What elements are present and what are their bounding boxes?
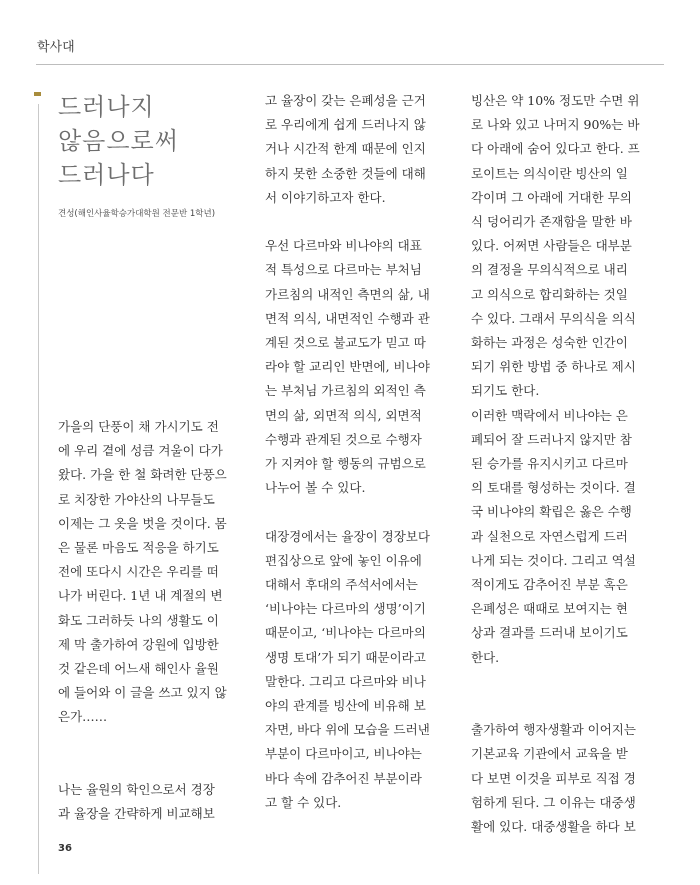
text-line: 로 우리에게 쉽게 드러나지 않 xyxy=(265,117,426,133)
paragraph xyxy=(265,89,437,210)
text-line: 에 들어와 이 글을 쓰고 있지 않 xyxy=(58,685,227,701)
text-line: 의 결정을 무의식적으로 내리 xyxy=(471,262,628,278)
left-rule xyxy=(38,104,39,874)
text-line: 폐되어 잘 드러나지 않지만 참 xyxy=(471,431,632,447)
text-line: 수행과 관계된 것으로 수행자 xyxy=(265,431,422,447)
text-line: 로 나와 있고 나머지 90%는 바 xyxy=(471,117,640,133)
text-line: 고 할 수 있다. xyxy=(265,794,342,810)
text-line: 왔다. 가을 한 철 화려한 단풍으 xyxy=(58,467,227,483)
text-line: 적이게도 감추어진 부분 혹은 xyxy=(471,577,628,593)
text-line: 전에 또다시 시간은 우리를 떠 xyxy=(58,564,219,580)
column-2 xyxy=(265,89,437,815)
paragraph xyxy=(58,415,230,730)
text-line: 한다. xyxy=(471,649,500,665)
text-line: 생명 토대’가 되기 때문이라고 xyxy=(265,649,426,665)
title-line: 드러나다 xyxy=(58,161,155,189)
title-line: 않음으로써 xyxy=(58,127,179,155)
text-line: 나누어 볼 수 있다. xyxy=(265,480,366,496)
author-byline: 견성(해인사율학승가대학원 전문반 1학년) xyxy=(58,209,216,219)
text-line: 상과 결과를 드러내 보이기도 xyxy=(471,625,628,641)
text-line: 로 치장한 가야산의 나무들도 xyxy=(58,491,215,507)
text-line: 로이트는 의식이란 빙산의 일 xyxy=(471,165,628,181)
text-line: 과 율장을 간략하게 비교해보 xyxy=(58,806,215,822)
text-line: 식 덩어리가 존재함을 말한 바 xyxy=(471,214,632,230)
text-line: 다 아래에 숨어 있다고 한다. 프 xyxy=(471,141,640,157)
text-line: 대해서 후대의 주석서에서는 xyxy=(265,577,418,593)
text-line: 나는 율원의 학인으로서 경장 xyxy=(58,782,215,798)
top-divider xyxy=(36,64,664,65)
text-line: 하지 못한 소중한 것들에 대해 xyxy=(265,165,426,181)
text-line: 출가하여 행자생활과 이어지는 xyxy=(471,722,636,738)
text-line: 부분이 다르마이고, 비나야는 xyxy=(265,746,422,762)
paragraph xyxy=(471,404,643,670)
text-line: 은가…… xyxy=(58,709,108,725)
text-line: 야의 관계를 빙산에 비유해 보 xyxy=(265,698,426,714)
paragraph xyxy=(471,718,643,839)
text-line: 험하게 된다. 그 이유는 대중생 xyxy=(471,794,636,810)
text-line: 되기 위한 방법 중 하나로 제시 xyxy=(471,359,636,375)
text-line: 는 부처님 가르침의 외적인 측 xyxy=(265,383,426,399)
text-line: 에 우리 곁에 성큼 겨울이 다가 xyxy=(58,443,223,459)
text-line: 기본교육 기관에서 교육을 받 xyxy=(471,746,628,762)
text-line: 면적 의식, 내면적인 수행과 관 xyxy=(265,310,430,326)
text-line: 것 같은데 어느새 해인사 율원 xyxy=(58,661,219,677)
paragraph xyxy=(265,234,437,500)
text-line: 우선 다르마와 비나야의 대표 xyxy=(265,238,422,254)
text-line: 바다 속에 감추어진 부분이라 xyxy=(265,770,422,786)
text-line: 가을의 단풍이 채 가시기도 전 xyxy=(58,419,219,434)
text-line: 대장경에서는 율장이 경장보다 xyxy=(265,528,430,544)
text-line: 은폐성은 때때로 보여지는 현 xyxy=(471,601,628,617)
text-line: 거나 시간적 한계 때문에 인지 xyxy=(265,141,426,157)
text-line: 각이며 그 아래에 거대한 무의 xyxy=(471,189,632,205)
paragraph xyxy=(471,89,643,404)
text-line: 면의 삶, 외면적 의식, 외면적 xyxy=(265,407,422,423)
text-line: 나가 버린다. 1년 내 계절의 변 xyxy=(58,588,223,604)
paragraph xyxy=(265,525,437,815)
column-1 xyxy=(58,415,230,826)
text-line: 계된 것으로 불교도가 믿고 따 xyxy=(265,335,426,351)
text-line: 수 있다. 그래서 무의식을 의식 xyxy=(471,310,636,326)
text-line: 서 이야기하고자 한다. xyxy=(265,189,386,205)
text-line: 은 물론 마음도 적응을 하기도 xyxy=(58,540,219,556)
text-line: 된 승가를 유지시키고 다르마 xyxy=(471,456,628,472)
text-line: 다 보면 이것을 피부로 직접 경 xyxy=(471,770,636,786)
section-label: 학사대 xyxy=(37,40,75,55)
title-marker xyxy=(34,92,41,96)
text-line: 있다. 어쩌면 사람들은 대부분 xyxy=(471,238,632,254)
page-number: 36 xyxy=(58,843,72,854)
text-line: 의 토대를 형성하는 것이다. 결 xyxy=(471,480,636,496)
text-line: 화하는 과정은 성숙한 인간이 xyxy=(471,335,628,351)
text-line: 고 율장이 갖는 은폐성을 근거 xyxy=(265,93,426,108)
text-line: 적 특성으로 다르마는 부처님 xyxy=(265,262,422,278)
article-title xyxy=(58,90,179,192)
text-line: 나게 되는 것이다. 그리고 역설 xyxy=(471,552,636,568)
text-line: 빙산은 약 10% 정도만 수면 위 xyxy=(471,93,640,108)
text-line: 말한다. 그리고 다르마와 비나 xyxy=(265,673,426,689)
text-line: 화도 그러하듯 나의 생활도 이 xyxy=(58,612,219,628)
text-line: 편집상으로 앞에 놓인 이유에 xyxy=(265,552,422,568)
text-line: 이러한 맥락에서 비나야는 은 xyxy=(471,407,628,423)
text-line: 이제는 그 옷을 벗을 것이다. 몸 xyxy=(58,515,227,531)
text-line: 때문이고, ‘비나야는 다르마의 xyxy=(265,625,426,641)
text-line: 가 지켜야 할 행동의 규범으로 xyxy=(265,456,426,472)
text-line: 고 의식으로 합리화하는 것일 xyxy=(471,286,628,302)
title-line: 드러나지 xyxy=(58,93,155,121)
text-line: 국 비나야의 확립은 옳은 수행 xyxy=(471,504,632,520)
text-line: 자면, 바다 위에 모습을 드러낸 xyxy=(265,722,430,738)
text-line: 라야 할 교리인 반면에, 비나야 xyxy=(265,359,430,375)
text-line: 제 막 출가하여 강원에 입방한 xyxy=(58,636,219,652)
text-line: 가르침의 내적인 측면의 삶, 내 xyxy=(265,286,430,302)
text-line: 과 실천으로 자연스럽게 드러 xyxy=(471,528,628,544)
text-line: 되기도 한다. xyxy=(471,383,540,399)
text-line: 활에 있다. 대중생활을 하다 보 xyxy=(471,819,636,835)
text-line: ‘비나야는 다르마의 생명’이기 xyxy=(265,601,426,617)
column-3 xyxy=(471,89,643,839)
paragraph xyxy=(58,778,230,826)
